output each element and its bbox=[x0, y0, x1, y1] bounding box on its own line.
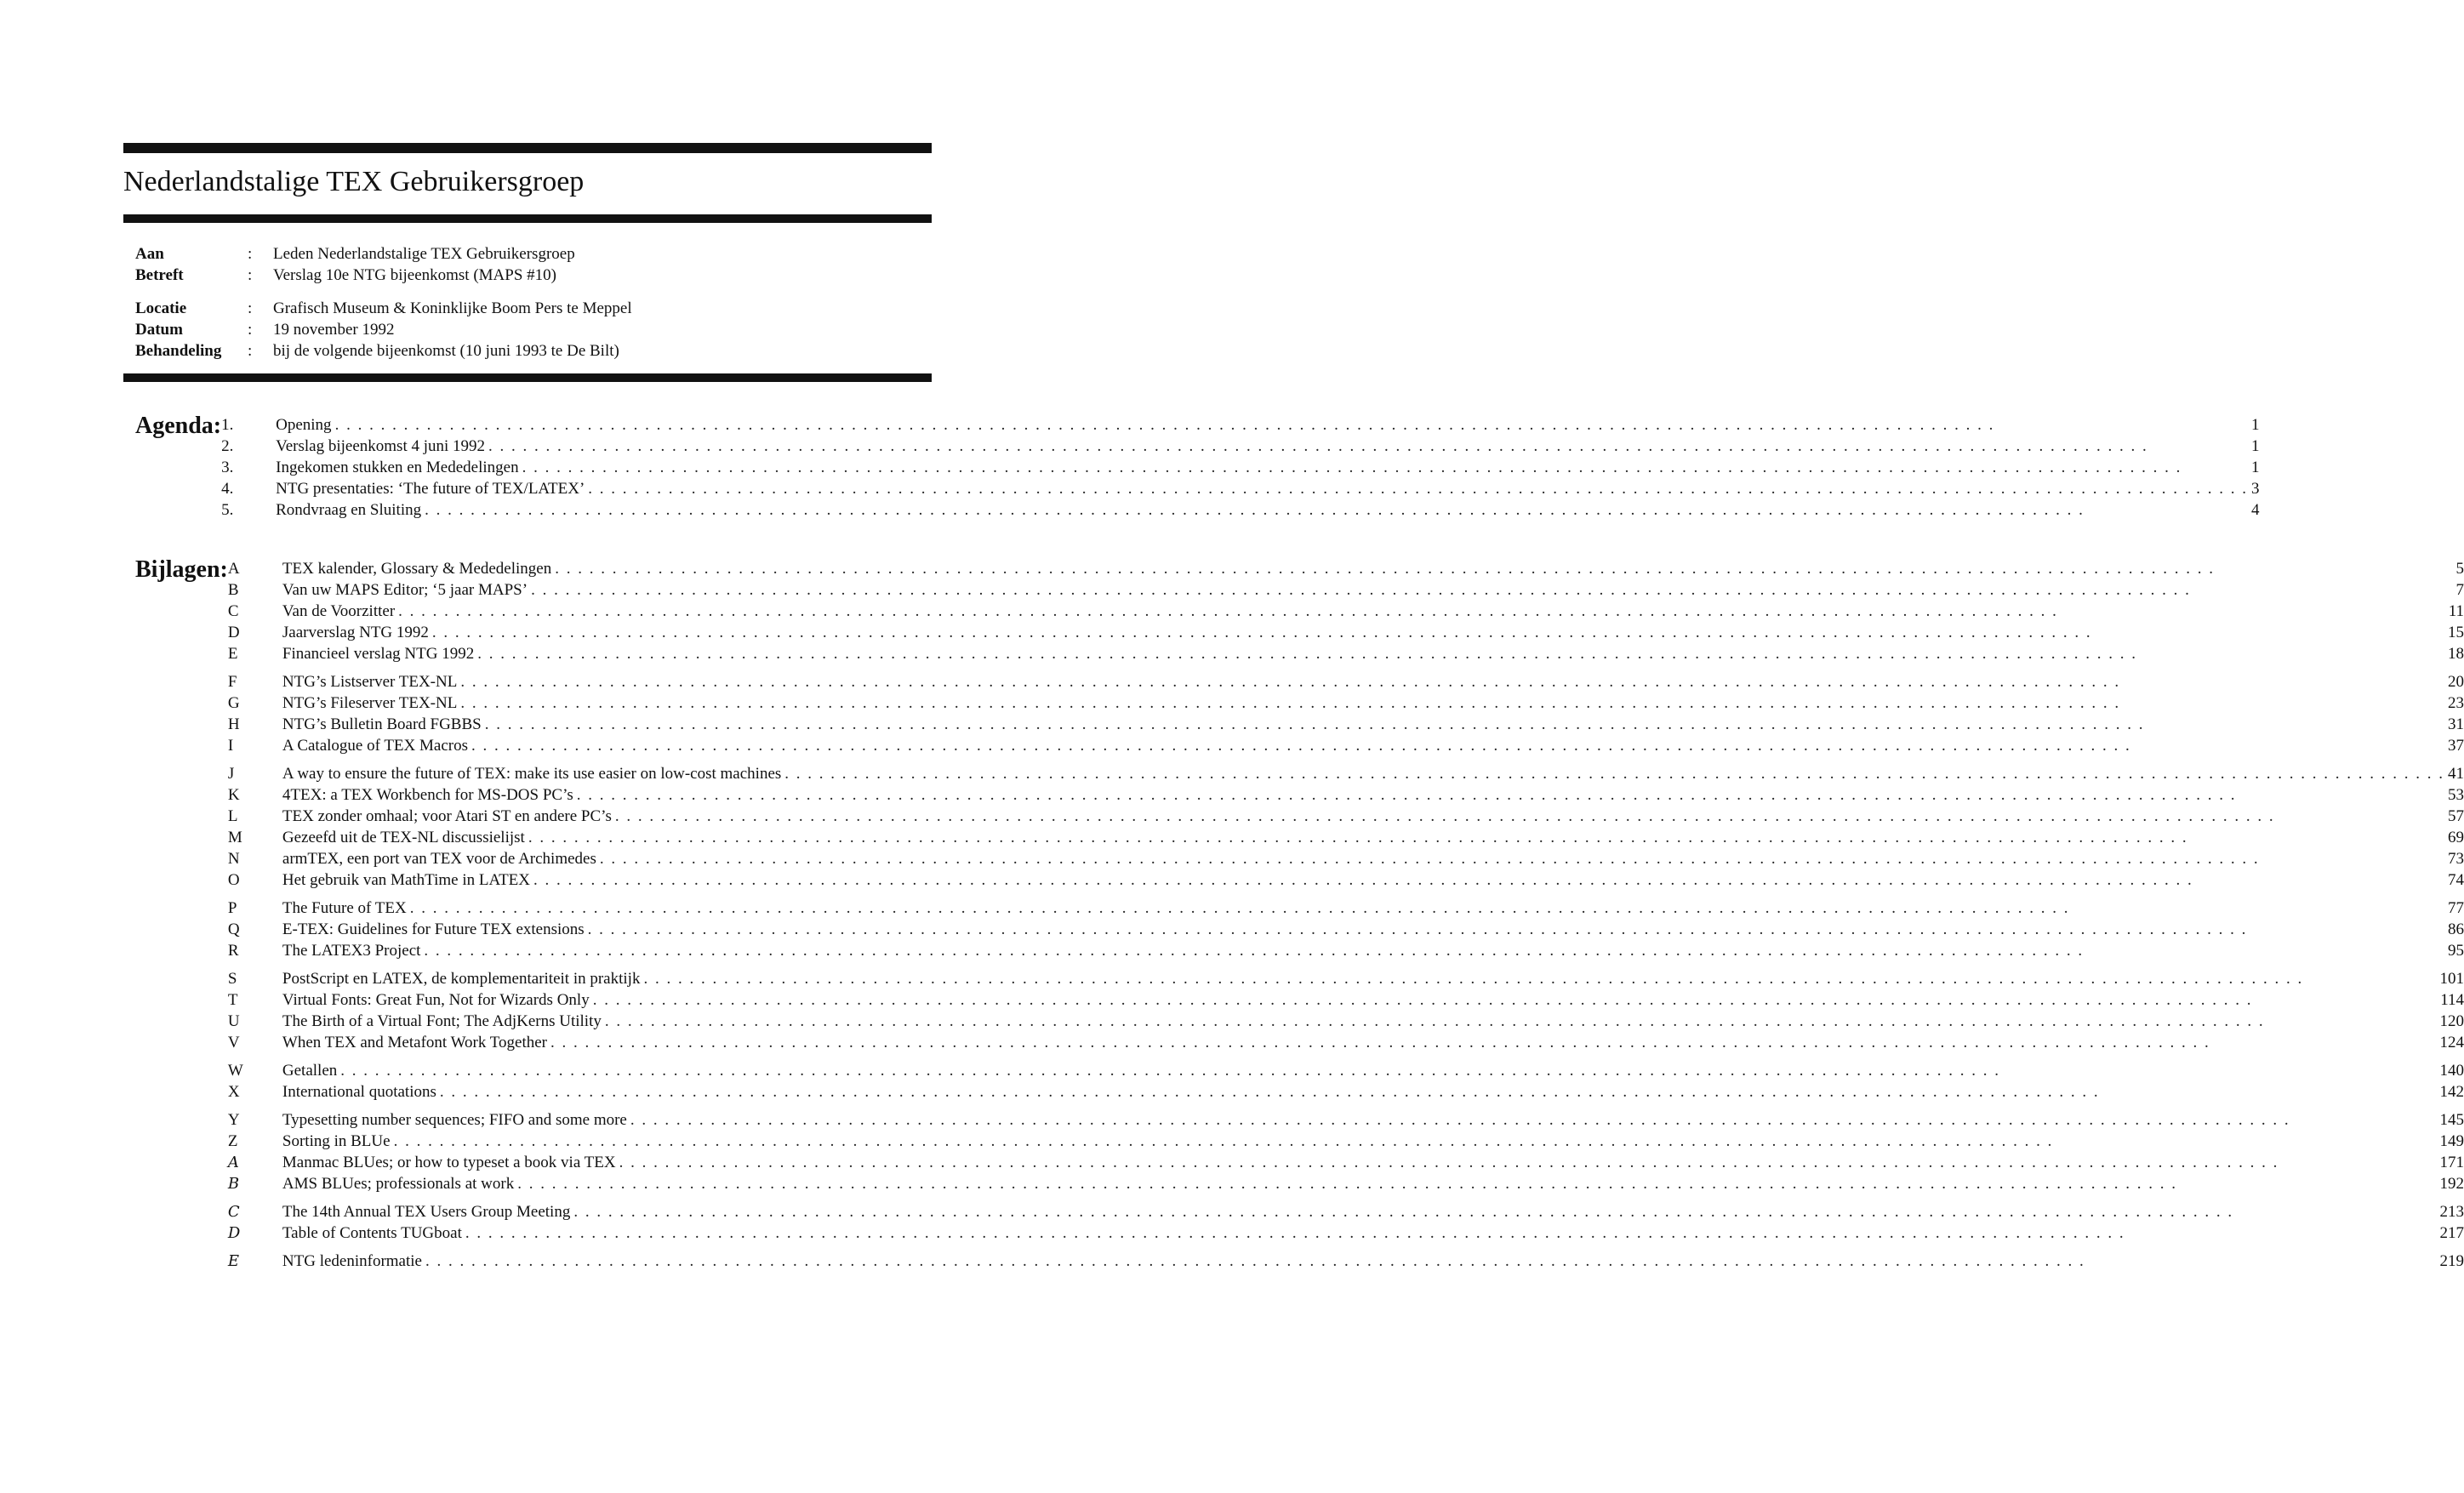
toc-title: NTG ledeninformatie bbox=[282, 1252, 422, 1270]
dot-leader bbox=[630, 1109, 2437, 1131]
toc-page: 15 bbox=[2448, 624, 2464, 641]
dot-leader bbox=[410, 898, 2444, 919]
toc-number: A bbox=[227, 560, 240, 578]
dot-leader bbox=[394, 1131, 2437, 1152]
toc-page: 101 bbox=[2439, 970, 2464, 988]
toc-page: 1 bbox=[2251, 459, 2260, 476]
toc-group bbox=[228, 968, 2464, 1053]
toc-entry bbox=[228, 827, 2464, 848]
toc-number: C bbox=[227, 602, 239, 620]
memo-colon: : bbox=[248, 245, 253, 263]
toc-entry bbox=[228, 643, 2464, 664]
toc-entry bbox=[221, 478, 2259, 499]
toc-entry bbox=[228, 601, 2464, 622]
toc-number: W bbox=[227, 1062, 243, 1080]
memo-row bbox=[135, 319, 932, 340]
toc-number: T bbox=[227, 991, 238, 1009]
toc-page: 37 bbox=[2448, 737, 2464, 755]
header-rule bbox=[123, 214, 932, 223]
toc-entry bbox=[228, 1032, 2464, 1053]
dot-leader bbox=[485, 714, 2444, 735]
memo-label: Locatie bbox=[135, 299, 187, 317]
toc-number: Y bbox=[227, 1111, 240, 1129]
bijlagen-list bbox=[228, 558, 2464, 1279]
toc-group bbox=[228, 898, 2464, 961]
memo-value: bij de volgende bijeenkomst (10 juni 1993 te De Bilt) bbox=[273, 342, 619, 360]
memo-group bbox=[135, 298, 932, 362]
toc-title: Financieel verslag NTG 1992 bbox=[282, 645, 475, 663]
toc-entry bbox=[228, 1222, 2464, 1244]
toc-page: 171 bbox=[2439, 1154, 2464, 1171]
memo-value: Leden Nederlandstalige TEX Gebruikersgroep bbox=[273, 245, 575, 263]
dot-leader bbox=[643, 968, 2436, 989]
toc-title: The Birth of a Virtual Font; The AdjKerns Utility bbox=[282, 1012, 602, 1030]
agenda-list bbox=[221, 414, 2259, 527]
memo-value: Grafisch Museum & Koninklijke Boom Pers te Meppel bbox=[273, 299, 632, 317]
toc-entry bbox=[228, 692, 2464, 714]
toc-entry bbox=[228, 898, 2464, 919]
toc-page: 23 bbox=[2448, 694, 2464, 712]
dot-leader bbox=[531, 579, 2452, 601]
toc-page: 7 bbox=[2455, 581, 2464, 599]
memo-group bbox=[135, 243, 932, 286]
toc-number: V bbox=[227, 1034, 240, 1051]
toc-title: PostScript en LATEX, de komplementariteit in praktijk bbox=[282, 970, 641, 988]
dot-leader bbox=[588, 478, 2248, 499]
agenda-title: Agenda: bbox=[135, 413, 222, 439]
toc-title: AMS BLUes; professionals at work bbox=[282, 1175, 515, 1193]
toc-title: E-TEX: Guidelines for Future TEX extensions bbox=[282, 920, 585, 938]
agenda-section bbox=[123, 413, 2260, 527]
toc-group bbox=[228, 1060, 2464, 1103]
memo-page bbox=[123, 143, 2464, 1279]
toc-title: Sorting in BLUe bbox=[282, 1132, 391, 1150]
toc-group bbox=[228, 671, 2464, 756]
toc-title: 4TEX: a TEX Workbench for MS-DOS PC’s bbox=[282, 786, 573, 804]
toc-number: H bbox=[227, 715, 240, 733]
toc-page: 53 bbox=[2448, 786, 2464, 804]
dot-leader bbox=[398, 601, 2445, 622]
dot-leader bbox=[460, 671, 2444, 692]
memo-row bbox=[135, 298, 932, 319]
toc-page: 192 bbox=[2439, 1175, 2464, 1193]
toc-entry bbox=[228, 671, 2464, 692]
dot-leader bbox=[465, 1222, 2437, 1244]
toc-page: 74 bbox=[2448, 871, 2464, 889]
toc-title: Ingekomen stukken en Mededelingen bbox=[276, 459, 519, 476]
toc-number: O bbox=[227, 871, 240, 889]
toc-entry bbox=[228, 869, 2464, 891]
dot-leader bbox=[471, 735, 2444, 756]
toc-page: 4 bbox=[2251, 501, 2260, 519]
memo-colon: : bbox=[248, 299, 253, 317]
toc-title: Typesetting number sequences; FIFO and some more bbox=[282, 1111, 627, 1129]
memo-label: Datum bbox=[135, 321, 183, 339]
dot-leader bbox=[619, 1152, 2437, 1173]
toc-number: 5. bbox=[221, 501, 234, 519]
toc-page: 95 bbox=[2448, 942, 2464, 960]
toc-page: 1 bbox=[2251, 416, 2260, 434]
toc-number: D bbox=[227, 1224, 241, 1242]
memo-row bbox=[135, 340, 932, 362]
toc-page: 145 bbox=[2439, 1111, 2464, 1129]
dot-leader bbox=[425, 499, 2248, 521]
toc-entry bbox=[228, 1011, 2464, 1032]
toc-number: Q bbox=[227, 920, 240, 938]
toc-title: TEX kalender, Glossary & Mededelingen bbox=[282, 560, 552, 578]
toc-number: E bbox=[227, 1252, 240, 1270]
toc-title: When TEX and Metafont Work Together bbox=[282, 1034, 547, 1051]
toc-number: J bbox=[227, 765, 235, 783]
dot-leader bbox=[477, 643, 2444, 664]
toc-page: 213 bbox=[2439, 1203, 2464, 1221]
toc-page: 77 bbox=[2448, 899, 2464, 917]
dot-leader bbox=[432, 622, 2444, 643]
dot-leader bbox=[615, 806, 2444, 827]
toc-entry bbox=[228, 919, 2464, 940]
toc-number: B bbox=[227, 581, 239, 599]
toc-title: Het gebruik van MathTime in LATEX bbox=[282, 871, 531, 889]
toc-entry bbox=[228, 1081, 2464, 1103]
bijlagen-section bbox=[123, 556, 2464, 1279]
toc-title: International quotations bbox=[282, 1083, 436, 1101]
toc-title: NTG presentaties: ‘The future of TEX/LATEX’ bbox=[276, 480, 585, 498]
toc-group bbox=[221, 414, 2259, 521]
toc-number: R bbox=[227, 942, 239, 960]
toc-page: 18 bbox=[2448, 645, 2464, 663]
page-title: Nederlandstalige TEX Gebruikersgroep bbox=[123, 166, 585, 197]
memo-rule bbox=[123, 373, 932, 382]
dot-leader bbox=[784, 763, 2444, 784]
dot-leader bbox=[460, 692, 2444, 714]
toc-number: 3. bbox=[221, 459, 234, 476]
toc-entry bbox=[221, 436, 2259, 457]
toc-page: 41 bbox=[2448, 765, 2464, 783]
toc-title: Verslag bijeenkomst 4 juni 1992 bbox=[276, 437, 486, 455]
toc-title: Jaarverslag NTG 1992 bbox=[282, 624, 429, 641]
dot-leader bbox=[593, 989, 2438, 1011]
toc-entry bbox=[228, 1131, 2464, 1152]
memo-row bbox=[135, 243, 932, 265]
toc-group bbox=[228, 763, 2464, 891]
memo-value: 19 november 1992 bbox=[273, 321, 395, 339]
toc-page: 57 bbox=[2448, 807, 2464, 825]
toc-page: 1 bbox=[2251, 437, 2260, 455]
toc-number: E bbox=[227, 645, 238, 663]
toc-number: P bbox=[227, 899, 237, 917]
toc-number: S bbox=[227, 970, 237, 988]
toc-title: Getallen bbox=[282, 1062, 338, 1080]
toc-number: 4. bbox=[221, 480, 234, 498]
toc-title: Manmac BLUes; or how to typeset a book via TEX bbox=[282, 1154, 616, 1171]
memo-header bbox=[123, 243, 932, 362]
toc-title: NTG’s Listserver TEX-NL bbox=[282, 673, 458, 691]
toc-entry bbox=[228, 1109, 2464, 1131]
dot-leader bbox=[440, 1081, 2437, 1103]
toc-page: 140 bbox=[2439, 1062, 2464, 1080]
toc-entry bbox=[228, 848, 2464, 869]
toc-title: Rondvraag en Sluiting bbox=[276, 501, 422, 519]
toc-title: Table of Contents TUGboat bbox=[282, 1224, 462, 1242]
toc-entry bbox=[221, 499, 2259, 521]
toc-entry bbox=[228, 763, 2464, 784]
dot-leader bbox=[605, 1011, 2437, 1032]
memo-label: Aan bbox=[135, 245, 164, 263]
toc-number: G bbox=[227, 694, 240, 712]
dot-leader bbox=[573, 1201, 2436, 1222]
toc-number: B bbox=[227, 1175, 240, 1193]
toc-group bbox=[228, 558, 2464, 664]
toc-page: 142 bbox=[2439, 1083, 2464, 1101]
toc-title: NTG’s Bulletin Board FGBBS bbox=[282, 715, 482, 733]
toc-number: A bbox=[227, 1154, 239, 1171]
toc-title: A Catalogue of TEX Macros bbox=[282, 737, 468, 755]
toc-page: 31 bbox=[2448, 715, 2464, 733]
dot-leader bbox=[550, 1032, 2437, 1053]
toc-title: NTG’s Fileserver TEX-NL bbox=[282, 694, 458, 712]
toc-number: K bbox=[227, 786, 240, 804]
toc-title: Gezeefd uit de TEX-NL discussielijst bbox=[282, 829, 525, 846]
memo-label: Betreft bbox=[135, 266, 184, 284]
toc-number: F bbox=[227, 673, 237, 691]
bijlagen-title: Bijlagen: bbox=[135, 556, 228, 583]
toc-page: 11 bbox=[2448, 602, 2464, 620]
toc-page: 86 bbox=[2448, 920, 2464, 938]
toc-page: 219 bbox=[2439, 1252, 2464, 1270]
toc-page: 114 bbox=[2440, 991, 2464, 1009]
toc-entry bbox=[228, 579, 2464, 601]
dot-leader bbox=[577, 784, 2444, 806]
toc-title: armTEX, een port van TEX voor de Archimedes bbox=[282, 850, 596, 868]
top-rule bbox=[123, 143, 932, 153]
toc-entry bbox=[228, 968, 2464, 989]
toc-page: 124 bbox=[2439, 1034, 2464, 1051]
toc-title: Van de Voorzitter bbox=[282, 602, 396, 620]
toc-entry bbox=[228, 558, 2464, 579]
memo-colon: : bbox=[248, 266, 253, 284]
toc-page: 69 bbox=[2448, 829, 2464, 846]
toc-title: Virtual Fonts: Great Fun, Not for Wizards Only bbox=[282, 991, 590, 1009]
toc-number: U bbox=[227, 1012, 240, 1030]
toc-entry bbox=[221, 457, 2259, 478]
toc-number: C bbox=[227, 1203, 240, 1221]
toc-entry bbox=[228, 1152, 2464, 1173]
toc-title: TEX zonder omhaal; voor Atari ST en andere PC’s bbox=[282, 807, 612, 825]
dot-leader bbox=[522, 457, 2248, 478]
dot-leader bbox=[340, 1060, 2436, 1081]
toc-title: The LATEX3 Project bbox=[282, 942, 421, 960]
memo-colon: : bbox=[248, 321, 253, 339]
toc-group bbox=[228, 1251, 2464, 1272]
memo-value: Verslag 10e NTG bijeenkomst (MAPS #10) bbox=[273, 266, 556, 284]
toc-page: 5 bbox=[2455, 560, 2464, 578]
toc-entry bbox=[228, 940, 2464, 961]
dot-leader bbox=[335, 414, 2248, 436]
toc-number: 2. bbox=[221, 437, 234, 455]
dot-leader bbox=[488, 436, 2248, 457]
toc-title: Opening bbox=[276, 416, 332, 434]
toc-entry bbox=[228, 1173, 2464, 1194]
toc-entry bbox=[228, 806, 2464, 827]
toc-entry bbox=[228, 1251, 2464, 1272]
toc-page: 217 bbox=[2439, 1224, 2464, 1242]
toc-number: D bbox=[227, 624, 240, 641]
toc-page: 20 bbox=[2448, 673, 2464, 691]
toc-number: 1. bbox=[221, 416, 234, 434]
toc-entry bbox=[228, 1060, 2464, 1081]
dot-leader bbox=[517, 1173, 2436, 1194]
toc-entry bbox=[228, 622, 2464, 643]
toc-page: 73 bbox=[2448, 850, 2464, 868]
toc-group bbox=[228, 1201, 2464, 1244]
dot-leader bbox=[600, 848, 2444, 869]
toc-entry bbox=[228, 714, 2464, 735]
toc-number: N bbox=[227, 850, 240, 868]
toc-entry bbox=[228, 1201, 2464, 1222]
memo-row bbox=[135, 265, 932, 286]
toc-number: X bbox=[227, 1083, 240, 1101]
dot-leader bbox=[425, 1251, 2437, 1272]
toc-entry bbox=[221, 414, 2259, 436]
toc-title: The 14th Annual TEX Users Group Meeting bbox=[282, 1203, 571, 1221]
dot-leader bbox=[528, 827, 2444, 848]
toc-entry bbox=[228, 735, 2464, 756]
toc-number: M bbox=[227, 829, 242, 846]
memo-colon: : bbox=[248, 342, 253, 360]
toc-entry bbox=[228, 784, 2464, 806]
toc-entry bbox=[228, 989, 2464, 1011]
dot-leader bbox=[555, 558, 2452, 579]
toc-number: L bbox=[227, 807, 238, 825]
dot-leader bbox=[588, 919, 2444, 940]
memo-label: Behandeling bbox=[135, 342, 222, 360]
toc-number: Z bbox=[227, 1132, 238, 1150]
toc-page: 149 bbox=[2439, 1132, 2464, 1150]
toc-group bbox=[228, 1109, 2464, 1194]
toc-page: 3 bbox=[2251, 480, 2260, 498]
toc-title: Van uw MAPS Editor; ‘5 jaar MAPS’ bbox=[282, 581, 528, 599]
toc-title: A way to ensure the future of TEX: make its use easier on low-cost machines bbox=[282, 765, 782, 783]
toc-page: 120 bbox=[2439, 1012, 2464, 1030]
toc-title: The Future of TEX bbox=[282, 899, 407, 917]
dot-leader bbox=[424, 940, 2444, 961]
toc-number: I bbox=[227, 737, 234, 755]
dot-leader bbox=[533, 869, 2444, 891]
